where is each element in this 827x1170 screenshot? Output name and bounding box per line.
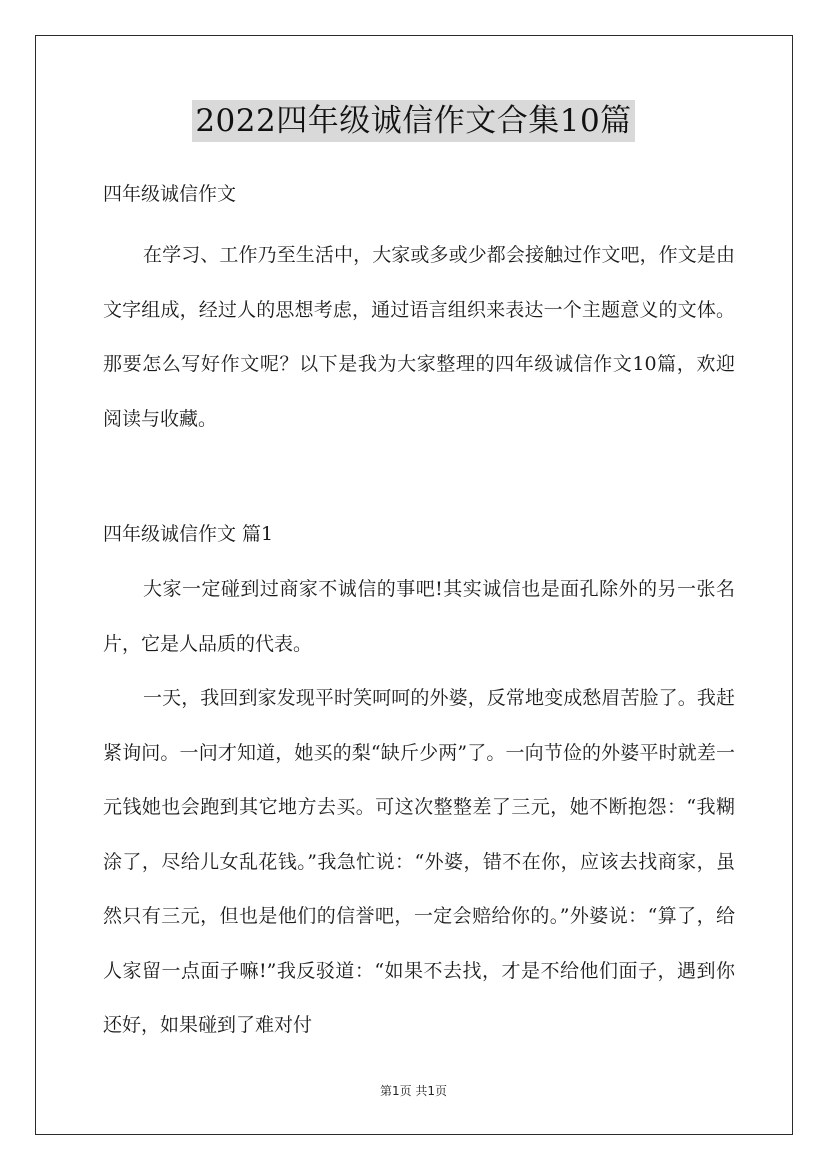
title-container [0,100,827,142]
essay-heading: 四年级诚信作文 篇1 [103,523,274,545]
essay-paragraph-2: 一天，我回到家发现平时笑呵呵的外婆，反常地变成愁眉苦脸了。我赶紧询问。一问才知道，她买的梨“缺斤少两”了。一向节俭的外婆平时就差一元钱她也会跑到其它地方去买。可这次整整差了三元，她不断抱怨：“我糊涂了，尽给儿女乱花钱。”我急忙说：“外婆，错不在你，应该去找商家，虽然只有三元，但也是他们的信誉吧，一定会赔给你的。”外婆说：“算了，给人家留一点面子嘛!”我反驳道：“如果不去找，才是不给他们面子，遇到你还好，如果碰到了难对付 [103,687,735,1036]
page-footer: 第1页 共1页 [379,1084,448,1098]
document-body [103,172,735,1053]
section-gap [103,446,735,506]
document-title: 2022四年级诚信作文合集10篇 [192,100,634,142]
essay-paragraph-1: 大家一定碰到过商家不诚信的事吧!其实诚信也是面孔除外的另一张名片，它是人品质的代表。 [103,578,735,655]
intro-paragraph: 在学习、工作乃至生活中，大家或多或少都会接触过作文吧，作文是由文字组成，经过人的思想考虑，通过语言组织来表达一个主题意义的文体。那要怎么写好作文呢？以下是我为大家整理的四年级诚信作文10篇，欢迎阅读与收藏。 [103,244,735,430]
section-heading: 四年级诚信作文 [103,183,237,205]
